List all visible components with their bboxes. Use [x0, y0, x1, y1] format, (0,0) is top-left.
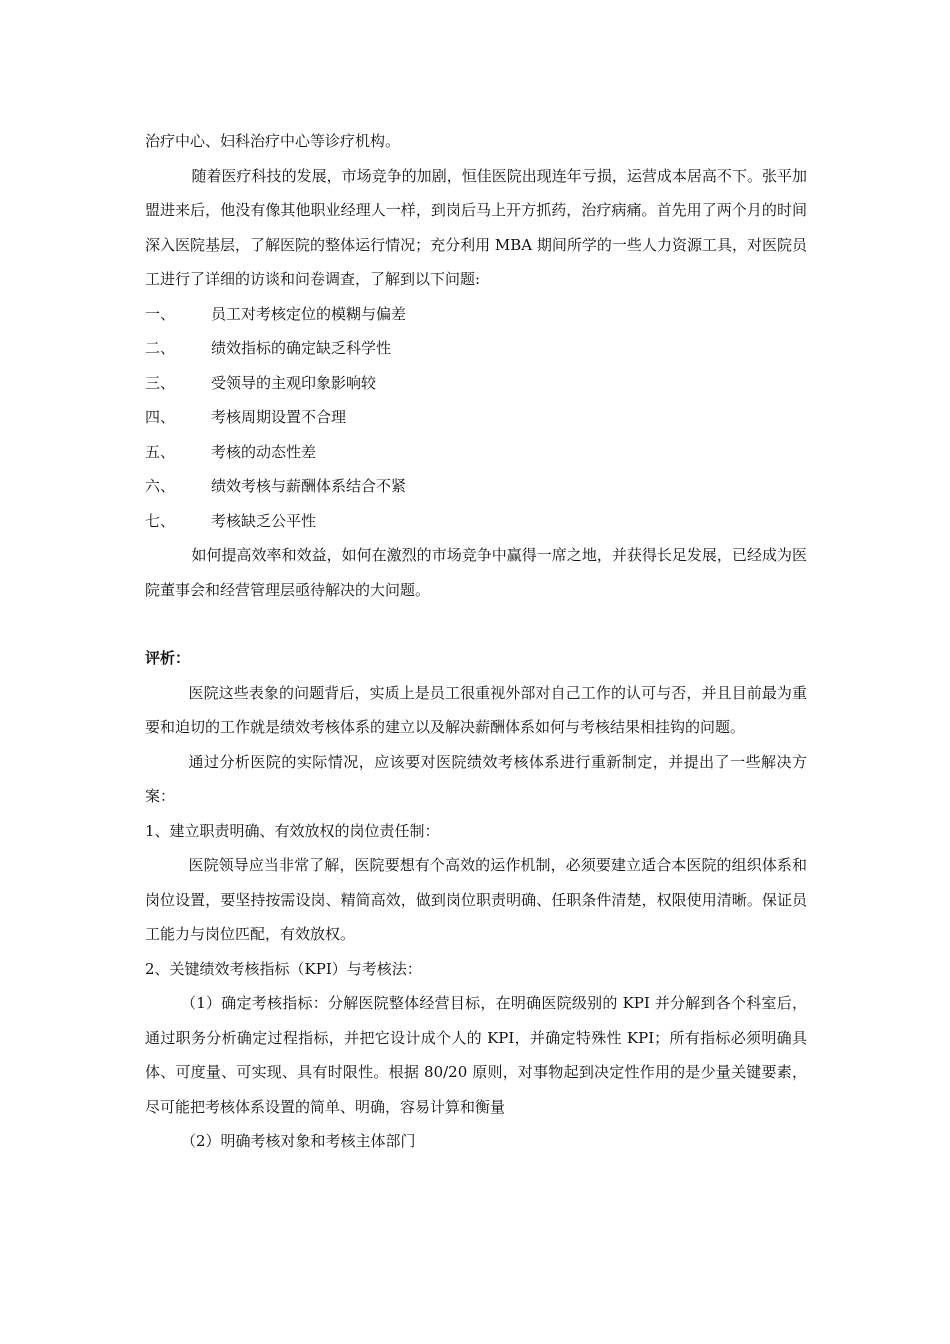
list-text: 考核缺乏公平性	[211, 511, 317, 530]
list-number: 六、	[145, 477, 176, 495]
paragraph-intro-continuation: 治疗中心、妇科治疗中心等诊疗机构。	[145, 132, 401, 150]
solution-1-title: 1、建立职责明确、有效放权的岗位责任制：	[145, 821, 440, 840]
list-number: 三、	[145, 373, 176, 392]
list-number: 四、	[145, 408, 176, 426]
list-item	[145, 435, 807, 470]
list-text: 考核的动态性差	[211, 442, 317, 461]
section-spacer	[145, 607, 807, 641]
list-number: 五、	[145, 442, 176, 461]
paragraph-background: 随着医疗科技的发展，市场竞争的加剧，恒佳医院出现连年亏损，运营成本居高不下。张平加盟进来后，他没有像其他职业经理人一样，到岗后马上开方抓药，治疗病痛。首先用了两个月的时间深入医院基层，了解医院的整体运行情况；充分利用 MBA 期间所学的一些人力资源工具，对医院员工进行了详细的访谈和问卷调查，了解到以下问题:	[145, 166, 807, 288]
list-number: 七、	[145, 511, 176, 530]
list-item	[145, 297, 807, 332]
list-text: 绩效指标的确定缺乏科学性	[211, 339, 392, 357]
paragraph-challenge: 如何提高效率和效益，如何在激烈的市场竞争中赢得一席之地，并获得长足发展，已经成为医院董事会和经营管理层亟待解决的大问题。	[145, 546, 807, 599]
analysis-heading: 评析：	[145, 649, 191, 667]
solution-2-item-1: （1）确定考核指标：分解医院整体经营目标，在明确医院级别的 KPI 并分解到各个科室后，通过职务分析确定过程指标，并把它设计成个人的 KPI，并确定特殊性 KPI；所有指标必须明确具体、可度量、可实现、具有时限性。根据 80/20 原则，对事物起到决定性作用的是少量关键要素，尽可能把考核体系设置的简单、明确，容易计算和衡量	[145, 994, 807, 1116]
list-number: 一、	[145, 304, 176, 323]
document-body	[145, 124, 807, 1159]
list-text: 员工对考核定位的模糊与偏差	[211, 304, 407, 323]
analysis-paragraph-2: 通过分析医院的实际情况，应该要对医院绩效考核体系进行重新制定，并提出了一些解决方案：	[145, 752, 807, 805]
solution-2-item-2: （2）明确考核对象和考核主体部门	[181, 1132, 416, 1150]
list-item	[145, 366, 807, 401]
list-item	[145, 504, 807, 539]
list-text: 受领导的主观印象影响较	[211, 373, 377, 392]
analysis-paragraph-1: 医院这些表象的问题背后，实质上是员工很重视外部对自己工作的认可与否，并且目前最为重要和迫切的工作就是绩效考核体系的建立以及解决薪酬体系如何与考核结果相挂钩的问题。	[145, 683, 807, 736]
list-text: 考核周期设置不合理	[211, 408, 347, 426]
list-number: 二、	[145, 339, 176, 357]
solution-2-title: 2、关键绩效考核指标（KPI）与考核法：	[145, 959, 422, 978]
list-item	[145, 331, 807, 366]
problem-list	[145, 297, 807, 539]
list-text: 绩效考核与薪酬体系结合不紧	[211, 477, 407, 495]
list-item	[145, 400, 807, 435]
solution-1-body: 医院领导应当非常了解，医院要想有个高效的运作机制，必须要建立适合本医院的组织体系和岗位设置，要坚持按需设岗、精简高效，做到岗位职责明确、任职条件清楚，权限使用清晰。保证员工能力与岗位匹配，有效放权。	[145, 856, 807, 943]
list-item	[145, 469, 807, 504]
